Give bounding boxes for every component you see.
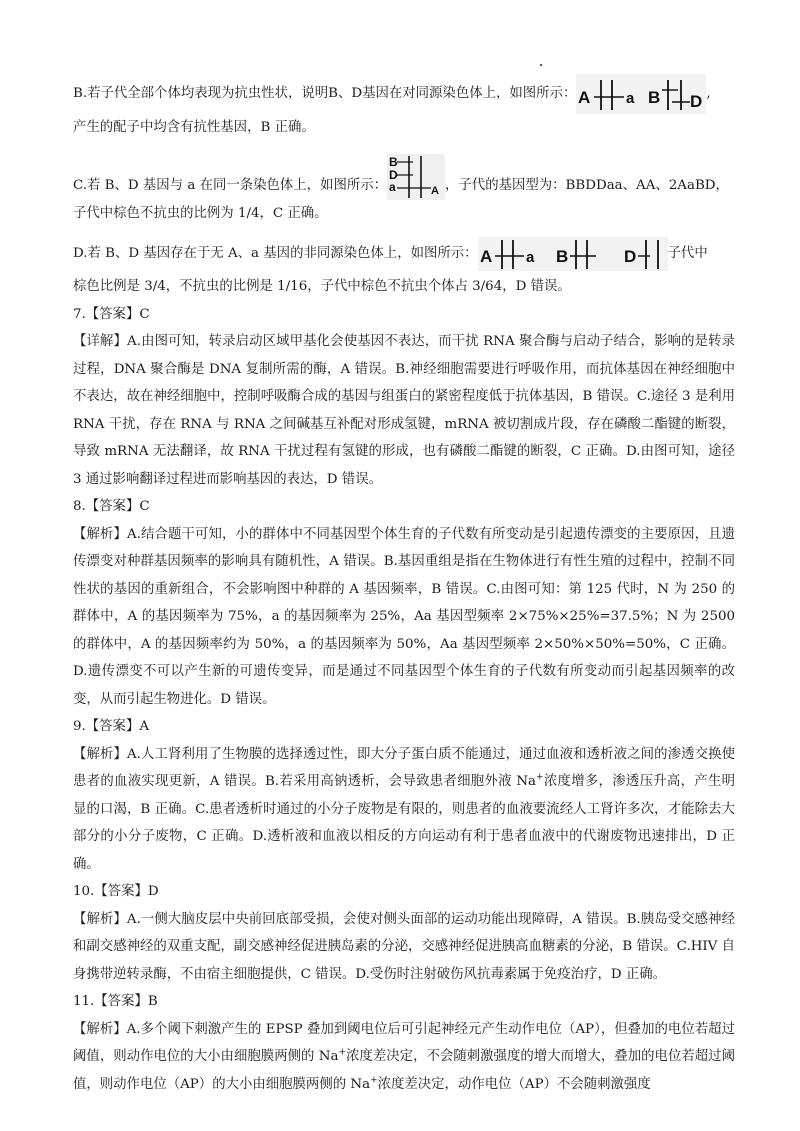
item-d-line2: 棕色比例是 3/4，不抗虫的比例是 1/16，子代中棕色不抗虫个体占 3/64，D 错误。 xyxy=(73,279,571,294)
q11-sup-1: + xyxy=(338,1047,346,1058)
q11-answer: 11.【答案】B xyxy=(73,994,158,1009)
fig-c-label-a: a xyxy=(389,179,396,194)
q8-answer: 8.【答案】C xyxy=(73,499,150,514)
q9-sup: + xyxy=(536,772,544,783)
q7-body: 【详解】A.由图可知，转录启动区域甲基化会使基因不表达，而干扰 RNA 聚合酶与启动子结合，影响的是转录过程，DNA 聚合酶是 DNA 复制所需的酶，A 错误。B.神经细胞需要进行呼吸作用，而抗体基因在神经细胞中不表达，故在神经细胞中，控制呼吸酶合成的基因与组蛋白的紧密程度低于抗体基因，B 错误。C.途径 3 是利用 RNA 干扰，存在 RNA 与 RNA 之间碱基互补配对形成氢键，mRNA 被切割成片段，存在磷酸二酯键的断裂，导致 mRNA 无法翻译，故 RNA 干扰过程有氢键的形成，也有磷酸二酯键的断裂，C 正确。D.由图可知，途径 3 通过影响翻译过程进而影响基因的表达，D 错误。 xyxy=(73,334,735,487)
scan-dot xyxy=(540,64,542,66)
fig-c-label-A: A xyxy=(431,184,439,197)
q9-body-pre: 【解析】A.人工肾利用了生物膜的选择透过性，即大分子蛋白质不能通过，通过血液和透析液之间的渗透交换使患者的血液实现更新，A 错误。B.若采用高钠透析，会导致患者细胞外液 Na xyxy=(73,746,735,789)
q10-body: 【解析】A.一侧大脑皮层中央前回底部受损，会使对侧头面部的运动功能出现障碍，A 错误。B.胰岛受交感神经和副交感神经的双重支配，副交感神经促进胰岛素的分泌，交感神经促进胰高血糖素的分泌，B 错误。C.HIV 自身携带逆转录酶，不由宿主细胞提供，C 错误。D.受伤时注射破伤风抗毒素属于免疫治疗，D 正确。 xyxy=(73,911,735,982)
item-c-row xyxy=(73,152,735,200)
q10-answer: 10.【答案】D xyxy=(73,884,159,899)
fig-b-label-a: a xyxy=(626,90,635,107)
item-b-text: B.若子代全部个体均表现为抗虫性状，说明B、D基因在对同源染色体上，如图所示： xyxy=(73,86,577,101)
fig-d-label-D: D xyxy=(623,247,636,266)
q11-body-2: 浓度差决定，不会随刺激强度的增大而增大，叠加的电位若超过阈值，则动作电位（AP）的大小由细胞膜两侧的 Na xyxy=(73,1049,735,1092)
fig-c-label-D: D xyxy=(389,167,398,182)
q9-body xyxy=(73,741,735,879)
fig-b-label-D: D xyxy=(690,92,703,111)
fig-b-label-B: B xyxy=(648,88,661,107)
item-d-row xyxy=(73,235,735,273)
fig-c-label-B: B xyxy=(389,154,398,169)
fig-d-label-B: B xyxy=(555,247,568,266)
item-b-row xyxy=(73,72,735,116)
q9-body-post: 浓度增多，渗透压升高，产生明显的口渴，B 正确。C.患者透析时通过的小分子废物是有限的，则患者的血液要流经人工肾许多次，才能除去大部分的小分子废物，C 正确。D.透析液和血液以相反的方向运动有利于患者血液中的代谢废物迅速排出，D 正确。 xyxy=(73,774,736,872)
q8-body: 【解析】A.结合题干可知，小的群体中不同基因型个体生育的子代数有所变动是引起遗传漂变的主要原因，且遗传漂变对种群基因频率的影响具有随机性，A 错误。B.基因重组是指在生物体进行有性生殖的过程中，控制不同性状的基因的重新组合，不会影响图中种群的 A 基因频率，B 错误。C.由图可知：第 125 代时，N 为 250 的群体中，A 的基因频率为 75%，a 的基因频率为 25%，Aa 基因型频率 2×75%×25%=37.5%；N 为 2500 的群体中，A 的基因频率约为 50%，a 的基因频率为 50%，Aa 基因型频率 2×50%×50%=50%，C 正确。D.遗传漂变不可以产生新的可遗传变异，而是通过不同基因型个体生育的子代数有所变动而引起基因频率的改变，从而引起生物进化。D 错误。 xyxy=(73,526,735,707)
chromosome-figure-b xyxy=(576,74,706,114)
fig-d-label-a: a xyxy=(525,249,534,266)
chromosome-figure-c xyxy=(387,154,445,200)
item-c-line2: 子代中棕色不抗虫的比例为 1/4，C 正确。 xyxy=(73,205,328,221)
q11-body-3: 浓度差决定，动作电位（AP）不会随刺激强度 xyxy=(377,1076,651,1092)
q11-body xyxy=(73,1016,735,1099)
q11-sup-2: + xyxy=(370,1075,378,1086)
fig-b-label-A: A xyxy=(578,88,591,107)
item-c-text-pre: C.若 B、D 基因与 a 在同一条染色体上，如图所示： xyxy=(73,178,388,193)
item-d-text-post: 子代中 xyxy=(667,246,708,262)
answer-page xyxy=(73,72,735,1098)
chromosome-figure-d xyxy=(478,237,668,271)
q7-answer: 7.【答案】C xyxy=(73,306,150,322)
q9-answer: 9.【答案】A xyxy=(73,719,150,734)
q11-body-1: 【解析】A.多个阈下刺激产生的 EPSP 叠加到阈电位后可引起神经元产生动作电位（AP），但叠加的电位若超过阈值，则动作电位的大小由细胞膜两侧的 Na xyxy=(73,1021,735,1064)
item-c-text-post: ，子代的基因型为：BBDDaa、AA、2AaBD， xyxy=(445,178,729,193)
item-b-line2: 产生的配子中均含有抗性基因，B 正确。 xyxy=(73,120,315,135)
fig-d-label-A: A xyxy=(479,247,492,266)
item-d-text-pre: D.若 B、D 基因存在于无 A、a 基因的非同源染色体上，如图所示： xyxy=(73,246,478,262)
item-b-tail: , xyxy=(706,86,711,102)
